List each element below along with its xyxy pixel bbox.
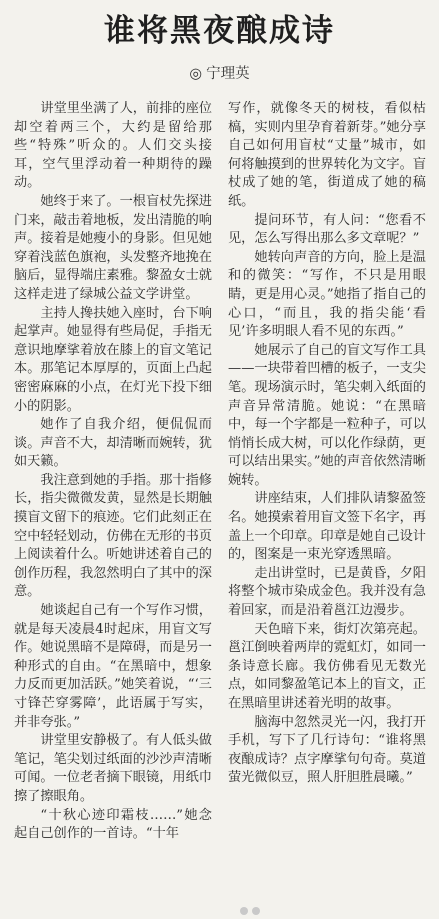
dot-icon — [240, 907, 248, 915]
article-title: 谁将黑夜酿成诗 — [104, 13, 335, 49]
author-name: 宁理英 — [206, 66, 250, 82]
paragraph: 她展示了自己的盲文写作工具——一块带着凹槽的板子，一支尖笔。现场演示时，笔尖刺入纸面的声音异常清脆。她说：“在黑暗中，每一个字都是一粒种子，可以悄悄长成大树，可以化作绿荫，更可以结出果实。”她的声音依然清晰婉转。 — [228, 342, 426, 488]
dot-icon — [252, 907, 260, 915]
paragraph: 走出讲堂时，已是黄昏，夕阳将整个城市染成金色。我并没有急着回家，而是沿着邕江边漫步。 — [228, 565, 426, 619]
left-column — [14, 100, 212, 844]
paragraph: 提问环节，有人问：“您看不见，怎么写得出那么多文章呢？” — [228, 212, 426, 247]
paragraph: 天色暗下来，街灯次第亮起。邕江倒映着两岸的霓虹灯，如同一条诗意长廊。我仿佛看见无数光点，如同黎盈笔记本上的盲文，正在黑暗里讲述着光明的故事。 — [228, 621, 426, 711]
paragraph: 讲堂里坐满了人，前排的座位却空着两三个，大约是留给那些“特殊”听众的。人们交头接耳，空气里浮动着一种期待的躁动。 — [14, 101, 212, 191]
author-line — [0, 64, 439, 84]
paragraph-continuation: 写作，就像冬天的树枝，看似枯槁，实则内里孕育着新芽。”她分享自己如何用盲杖“丈量”城市，如何将触摸到的世界转化为文字。盲杖成了她的笔，街道成了她的稿纸。 — [228, 101, 426, 209]
paragraph: 讲堂里安静极了。有人低头做笔记，笔尖划过纸面的沙沙声清晰可闻。一位老者摘下眼镜，用纸巾擦了擦眼角。 — [14, 733, 212, 804]
paragraph: 她转向声音的方向，脸上是温和的微笑：“写作，不只是用眼睛，更是用心灵。”她指了指自己的心口，“而且，我的指尖能‘看见’许多明眼人看不见的东西。” — [228, 249, 426, 340]
paragraph: 主持人搀扶她入座时，台下响起掌声。她显得有些局促，手指无意识地摩挲着放在膝上的盲文笔记本。那笔记本厚厚的，页面上凸起密密麻麻的小点，在灯光下投下细小的阴影。 — [14, 305, 212, 414]
paragraph: 脑海中忽然灵光一闪，我打开手机，写下了几行诗句：“谁将黑夜酿成诗？点字摩挲句句奇。莫道萤光微似豆，照人肝胆胜晨曦。” — [228, 714, 426, 786]
author-mark: ◎ — [189, 66, 203, 82]
page-indicator-dots — [240, 900, 270, 909]
paragraph: 她谈起自己有一个写作习惯，就是每天凌晨4时起床，用盲文写作。她说黑暗不是障碍，而是另一种形式的自由。“在黑暗中，想象力反而更加活跃。”她笑着说，“‘三寸锋芒穿雾障’，此语属于写实，并非夸张。” — [14, 603, 212, 730]
paragraph: “十秋心迹印霜枝……”她念起自己创作的一首诗。“十年 — [14, 807, 212, 842]
paragraph: 我注意到她的手指。那十指修长，指尖微微发黄，显然是长期触摸盲文留下的痕迹。它们此刻正在空中轻轻划动，仿佛在无形的书页上阅读着什么。听她讲述着自己的创作历程，我忽然明白了其中的深意。 — [14, 472, 212, 600]
paragraph: 讲座结束，人们排队请黎盈签名。她摸索着用盲文签下名字，再盖上一个印章。印章是她自己设计的，图案是一束光穿透黑暗。 — [228, 491, 426, 563]
paragraph: 她作了自我介绍，便侃侃而谈。声音不大，却清晰而婉转，犹如天籁。 — [14, 417, 212, 470]
paragraph: 她终于来了。一根盲杖先探进门来，敲击着地板，发出清脆的响声。接着是她瘦小的身影。但见她穿着浅蓝色旗袍，头发整齐地挽在脑后，显得端庄素雅。黎盈女士就这样走进了绿城公益文学讲堂。 — [14, 193, 212, 302]
right-column — [228, 100, 426, 788]
